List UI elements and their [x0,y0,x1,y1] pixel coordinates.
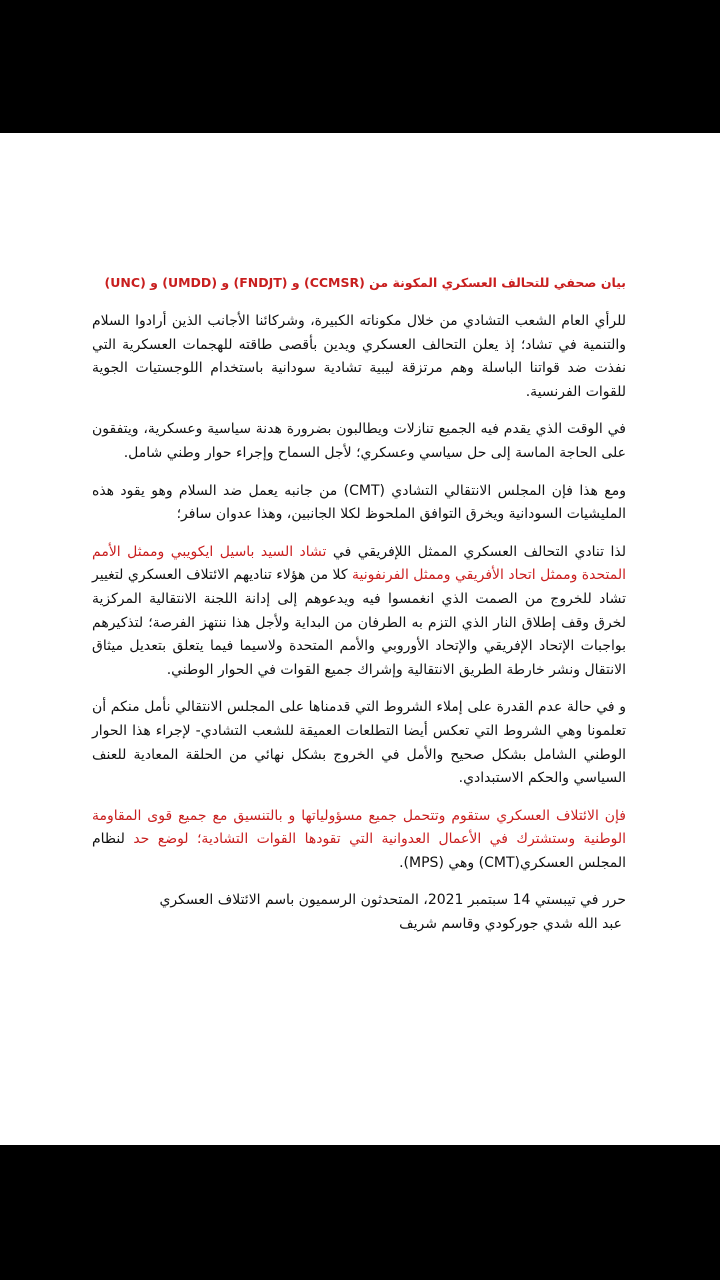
paragraph-6 [92,805,626,876]
paragraph-3: ومع هذا فإن المجلس الانتقالي التشادي (CMT) من جانبه يعمل ضد السلام وهو يقود هذه المليشيات السودانية ويخرق التوافق الملحوظ لكلا الجانبين، وهذا عدوان سافر؛ [92,482,626,523]
paragraph-4-highlight: تشاد السيد باسيل ايكويبي وممثل الأمم المتحدة وممثل اتحاد الأفريقي وممثل الفرنفونية [92,543,626,584]
paragraph-6-end: لنظام المجلس العسكري(CMT) وهي (MPS). [92,831,626,871]
paragraph-1: للرأي العام الشعب التشادي من خلال مكوناته الكبيرة، وشركائنا الأجانب الذين أرادوا السلام والتنمية في تشاد؛ إذ يعلن التحالف العسكري ويدين بأقصى طاقته للهجمات العسكرية التي نفذت ضد قواتنا الباسلة وهم مرتزقة ليبية تشادية سودانية باستخدام اللوجستيات الجوية للقوات الفرنسية. [92,313,626,400]
paragraph-4-end: كلا من هؤلاء تناديهم الائتلاف العسكري لتغيير تشاد للخروج من الصمت الذي انغمسوا فيه ويدعوهم إلى إدانة اللجنة الانتقالية المركزية لخرق وقف إطلاق النار الذي التزم به الطرفان من البداية ولأجل هذا ننتهز الفرصة؛ لتذكيرهم بواجبات الإتحاد الإفريقي والإتحاد الأوروبي والأمم المتحدة ولاسيما فيما يتعلق بتعديل ميثاق الانتقال ونشر خارطة الطريق الانتقالية وإشراك جميع القوات في الحوار الوطني. [92,567,626,678]
paragraph-5: و في حالة عدم القدرة على إملاء الشروط التي قدمناها على المجلس الانتقالي نأمل منكم أن تعلمونا وهي الشروط التي تعكس أيضا التطلعات العميقة للشعب التشادي- لإجراء هذا الحوار الوطني الشامل بشكل صحيح والأمل في الخروج بشكل نهائي من الحلقة المعادية للعنف السياسي والحكم الاستبدادي. [92,699,626,787]
press-release [92,273,626,937]
document-page [0,133,720,1145]
document-title: بيان صحفي للتحالف العسكري المكونة من (CCMSR) و (FNDJT) و (UMDD) و (UNC) [104,275,626,290]
signature-line: حرر في تيبستي 14 سبتمبر 2021، المتحدثون الرسميون باسم الائتلاف العسكري [159,892,626,909]
paragraph-4 [92,541,626,683]
paragraph-4-start: لذا تنادي التحالف العسكري الممثل اللإفريقي في [326,543,626,560]
paragraph-6-highlight: فإن الائتلاف العسكري ستقوم وتتحمل جميع مسؤولياتها و بالتنسيق مع جميع قوى المقاومة الوطنية وستشترك في الأعمال العدوانية التي تقودها القوات التشادية؛ لوضع حد [92,807,626,848]
signature-names: عبد الله شدي جوركودي وقاسم شريف [399,916,622,933]
paragraph-2: في الوقت الذي يقدم فيه الجميع تنازلات ويطالبون بضرورة هدنة سياسية وعسكرية، ويتفقون على الحاجة الماسة إلى حل سياسي وعسكري؛ لأجل السماح وإجراء حوار وطني شامل. [92,421,626,461]
